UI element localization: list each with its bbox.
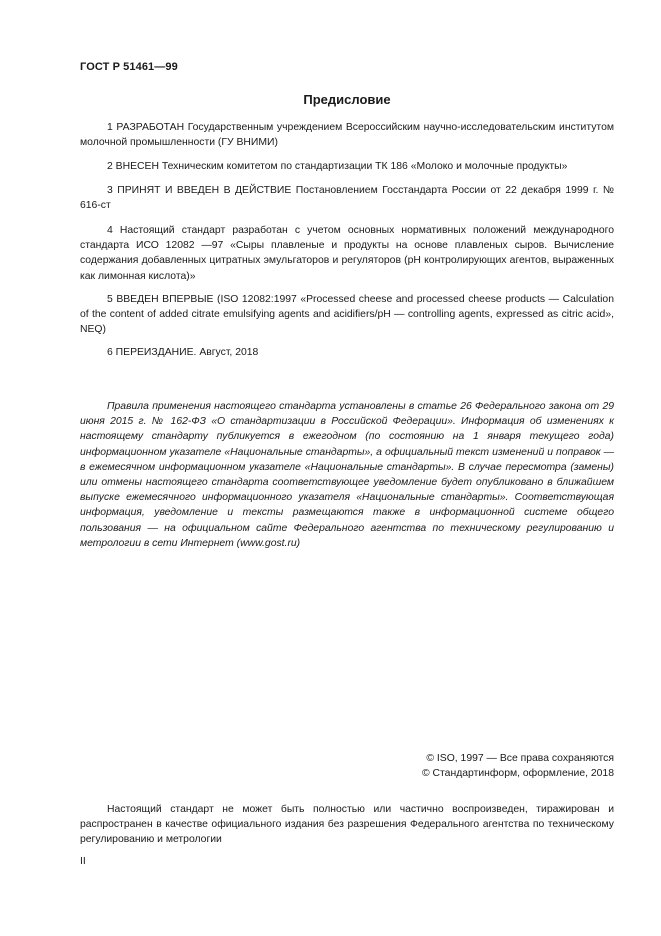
preface-item-4: 4 Настоящий стандарт разработан с учетом основных нормативных положений международного стандарта ИСО 12082 —97 «Сыры плавленые и продукты на основе плавленых сыров. Вычисление содержания добавленных цитратных эмульгаторов и регуляторов (pH контролирующих агентов, выраженных как лимонная кислота)»	[80, 225, 614, 282]
preface-item-6: 6 ПЕРЕИЗДАНИЕ. Август, 2018	[107, 347, 259, 358]
page-number: II	[80, 856, 86, 867]
copyright-iso: © ISO, 1997 — Все права сохраняются	[426, 753, 614, 764]
preface-item-5: 5 ВВЕДЕН ВПЕРВЫЕ (ISO 12082:1997 «Processed cheese and processed cheese products — Calculation of the content of added citrate emulsifying agents and acidifiers/pH — controlling agents, expressed as citric acid», NEQ)	[80, 294, 614, 336]
preface-item-2: 2 ВНЕСЕН Техническим комитетом по стандартизации ТК 186 «Молоко и молочные продукты»	[107, 161, 568, 172]
application-rules-notice: Правила применения настоящего стандарта установлены в статье 26 Федерального закона от 29 июня 2015 г. № 162-ФЗ «О стандартизации в Российской Федерации». Информация об изменениях к настоящему стандарту публикуется в ежегодном (по состоянию на 1 января текущего года) информационном указателе «Национальные стандарты», а официальный текст изменений и поправок — в ежемесячном информационном указателе «Национальные стандарты». В случае пересмотра (замены) или отмены настоящего стандарта соответствующее уведомление будет опубликовано в ближайшем выпуске ежемесячного информационного указателя «Национальные стандарты». Соответствующая информация, уведомление и тексты размещаются также в информационной системе общего пользования — на официальном сайте Федерального агентства по техническому регулированию и метрологии в сети Интернет (www.gost.ru)	[80, 401, 614, 549]
document-code: ГОСТ Р 51461—99	[80, 61, 178, 73]
reproduction-notice: Настоящий стандарт не может быть полностью или частично воспроизведен, тиражирован и распространен в качестве официального издания без разрешения Федерального агентства по техническому регулированию и метрологии	[80, 804, 614, 846]
preface-item-1: 1 РАЗРАБОТАН Государственным учреждением Всероссийским научно-исследовательским институтом молочной промышленности (ГУ ВНИМИ)	[80, 122, 614, 149]
page-title: Предисловие	[303, 92, 391, 107]
copyright-standartinform: © Стандартинформ, оформление, 2018	[421, 768, 614, 779]
preface-item-3: 3 ПРИНЯТ И ВВЕДЕН В ДЕЙСТВИЕ Постановлением Госстандарта России от 22 декабря 1999 г. № 616-ст	[80, 185, 614, 212]
